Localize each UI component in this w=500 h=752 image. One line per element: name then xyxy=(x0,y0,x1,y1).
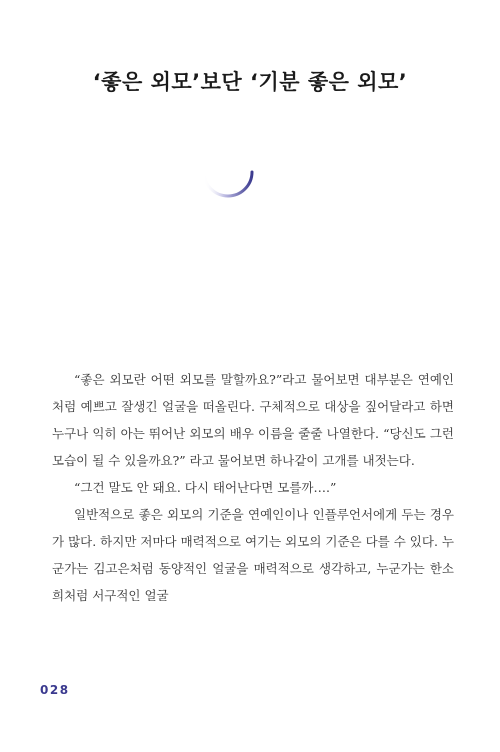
page-number: 028 xyxy=(40,683,70,697)
chapter-title: ‘좋은 외모’보단 ‘기분 좋은 외모’ xyxy=(92,70,408,94)
body-text xyxy=(52,366,454,609)
paragraph: “그건 말도 안 돼요. 다시 태어난다면 모를까….” xyxy=(74,480,337,495)
crescent-arc-ornament-icon xyxy=(198,158,258,200)
paragraph: 일반적으로 좋은 외모의 기준을 연예인이나 인플루언서에게 두는 경우가 많다. 하지만 저마다 매력적으로 여기는 외모의 기준은 다를 수 있다. 누군가는 김고은처럼 동양적인 얼굴을 매력적으로 생각하고, 누군가는 한소희처럼 서구적인 얼굴 xyxy=(52,507,454,603)
paragraph: “좋은 외모란 어떤 외모를 말할까요?”라고 물어보면 대부분은 연예인처럼 예쁘고 잘생긴 얼굴을 떠올린다. 구체적으로 대상을 짚어달라고 하면 누구나 익히 아는 뛰어난 외모의 배우 이름을 줄줄 나열한다. “당신도 그런 모습이 될 수 있을까요?” 라고 물어보면 하나같이 고개를 내젓는다. xyxy=(52,372,454,468)
